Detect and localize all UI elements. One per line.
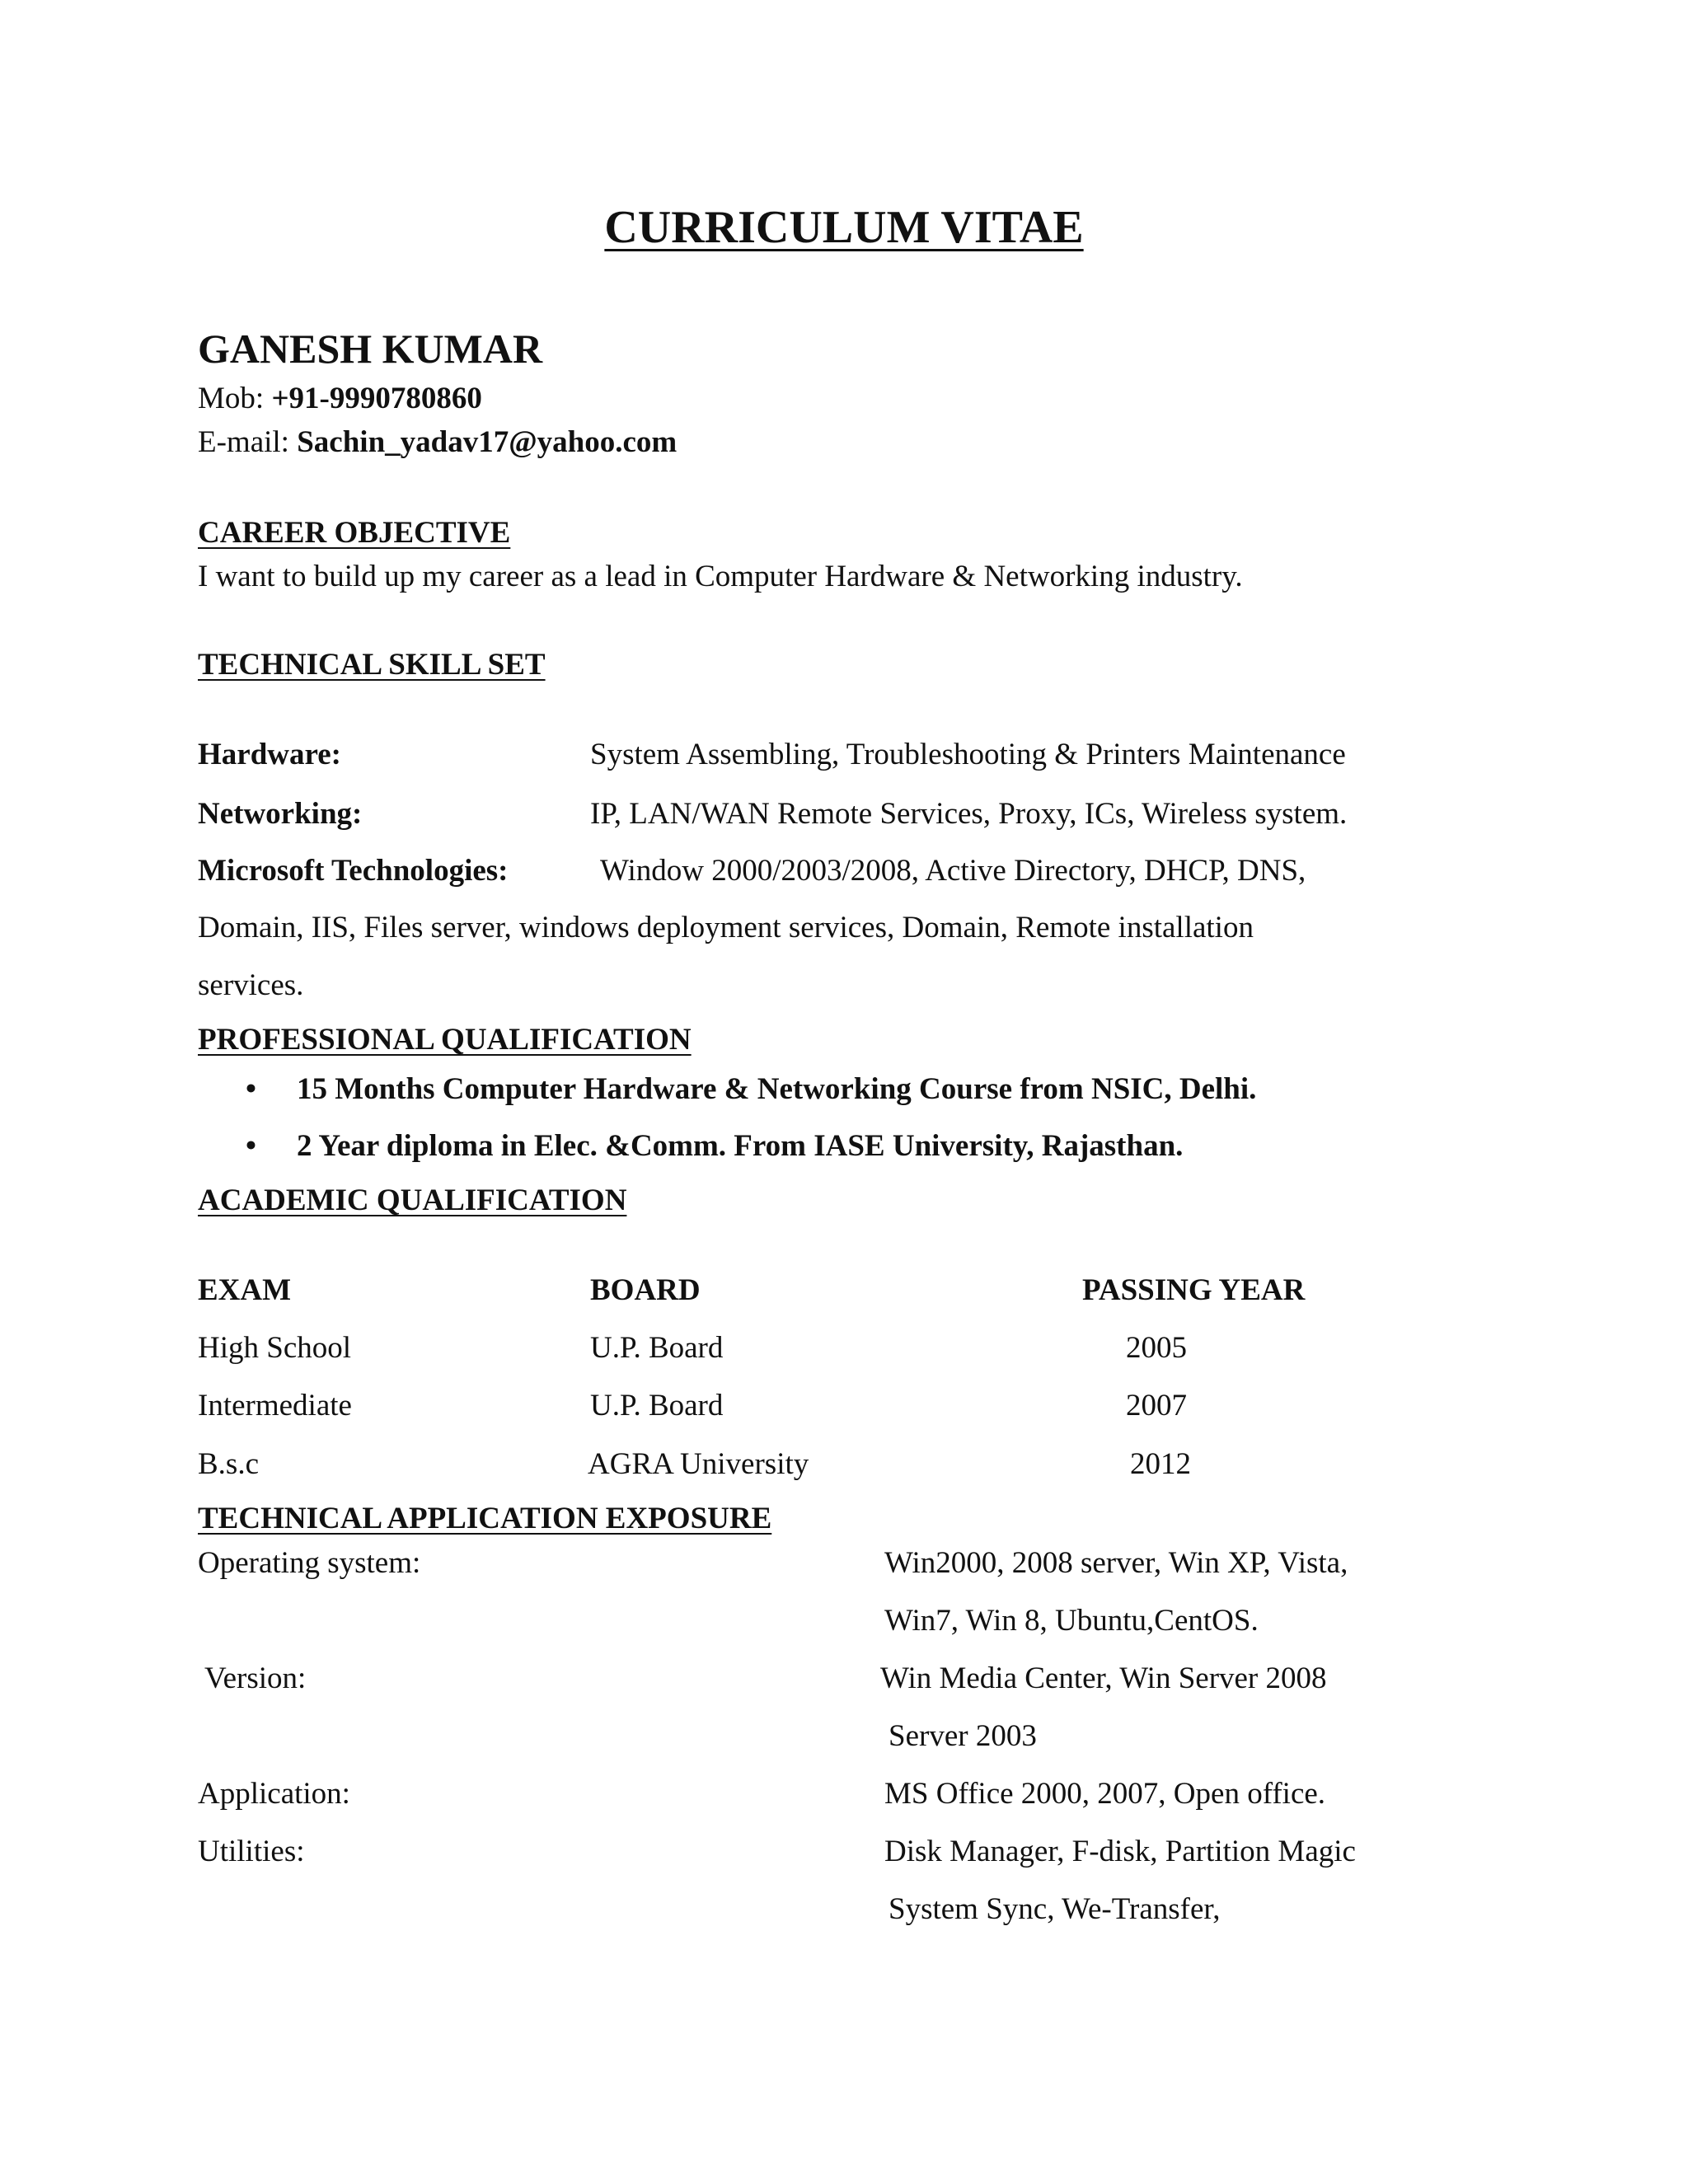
academic-year-cell: 2007 [1126,1389,1187,1422]
email-value: Sachin_yadav17@yahoo.com [297,425,678,459]
technical-skill-heading: TECHNICAL SKILL SET [198,648,546,682]
application-value-line: System Sync, We-Transfer, [889,1892,1221,1926]
email-label: E-mail: [198,425,289,459]
column-header-board: BOARD [590,1273,701,1307]
career-objective-text: I want to build up my career as a lead in Computer Hardware & Networking industry. [198,560,1243,593]
column-header-passing-year: PASSING YEAR [1082,1273,1306,1307]
column-header-exam: EXAM [198,1273,292,1307]
application-label-version: Version: [204,1661,307,1695]
application-value-line: Win7, Win 8, Ubuntu,CentOS. [884,1604,1259,1638]
skill-value-networking: IP, LAN/WAN Remote Services, Proxy, ICs, Wireless system. [590,797,1348,831]
academic-exam-cell: B.s.c [198,1447,259,1481]
application-value-line: Win Media Center, Win Server 2008 [880,1661,1327,1695]
application-label-operating-system: Operating system: [198,1546,421,1580]
bullet-dot: • [246,1129,256,1163]
academic-exam-cell: Intermediate [198,1389,352,1422]
document-title-text: CURRICULUM VITAE [604,202,1084,253]
document-title [0,204,1688,251]
application-label-application: Application: [198,1777,350,1811]
academic-board-cell: U.P. Board [590,1389,724,1422]
skill-value-microsoft: Window 2000/2003/2008, Active Directory, DHCP, DNS, [600,854,1306,888]
application-value-line: MS Office 2000, 2007, Open office. [884,1777,1326,1811]
academic-board-cell: U.P. Board [590,1331,724,1365]
technical-application-heading: TECHNICAL APPLICATION EXPOSURE [198,1502,772,1535]
skill-label-networking: Networking: [198,797,363,831]
mobile-label: Mob: [198,382,265,415]
application-value-line: Win2000, 2008 server, Win XP, Vista, [884,1546,1348,1580]
academic-exam-cell: High School [198,1331,352,1365]
email-line [198,427,677,457]
career-objective-heading: CAREER OBJECTIVE [198,516,511,550]
application-value-line: Disk Manager, F-disk, Partition Magic [884,1835,1356,1868]
skill-label-hardware: Hardware: [198,738,341,771]
application-label-utilities: Utilities: [198,1835,305,1868]
mobile-line [198,383,482,414]
skill-label-microsoft: Microsoft Technologies: [198,854,509,888]
skill-continuation-line: services. [198,968,304,1002]
mobile-value: +91-9990780860 [271,382,482,415]
academic-qualification-heading: ACADEMIC QUALIFICATION [198,1183,627,1217]
academic-year-cell: 2005 [1126,1331,1187,1365]
academic-board-cell: AGRA University [588,1447,809,1481]
bullet-dot: • [246,1072,256,1106]
professional-qualification-heading: PROFESSIONAL QUALIFICATION [198,1023,692,1057]
professional-bullet: 2 Year diploma in Elec. &Comm. From IASE University, Rajasthan. [297,1129,1184,1163]
candidate-name: GANESH KUMAR [198,326,543,372]
skill-continuation-line: Domain, IIS, Files server, windows deployment services, Domain, Remote installation [198,911,1254,944]
professional-bullet: 15 Months Computer Hardware & Networking Course from NSIC, Delhi. [297,1072,1257,1106]
skill-value-hardware: System Assembling, Troubleshooting & Printers Maintenance [590,738,1346,771]
application-value-line: Server 2003 [889,1719,1037,1753]
academic-year-cell: 2012 [1130,1447,1191,1481]
